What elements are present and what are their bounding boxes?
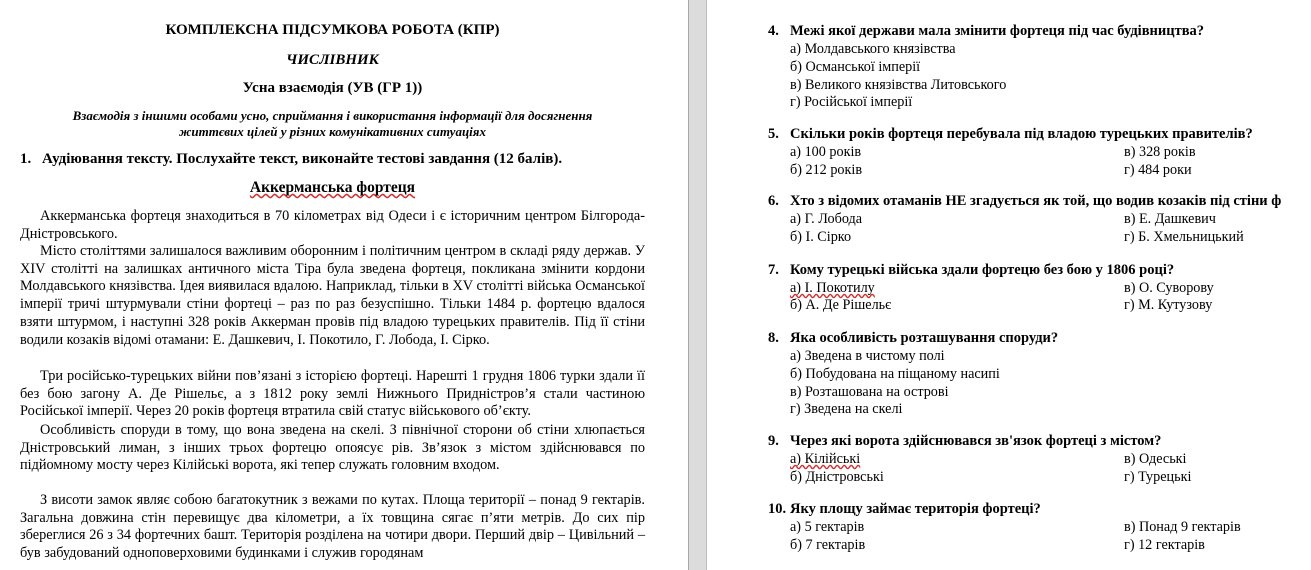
question-9-option-c: в) Одеські	[1124, 451, 1187, 467]
question-7-option-d: г) М. Кутузову	[1124, 297, 1213, 313]
question-7: 7. Кому турецькі війська здали фортецю без бою у 1806 році?	[768, 262, 1175, 278]
document-subtitle: ЧИСЛІВНИК	[286, 52, 379, 68]
question-8-option-b: б) Побудована на піщаному насипі	[790, 366, 1000, 382]
question-5-option-a: а) 100 років	[790, 144, 862, 160]
question-7-option-c: в) О. Суворову	[1124, 280, 1214, 296]
question-9-option-d: г) Турецькі	[1124, 469, 1192, 485]
question-4-option-a: а) Молдавського князівства	[790, 41, 956, 57]
question-9-option-a: а) Кілійські	[790, 451, 861, 467]
question-8-option-a: а) Зведена в чистому полі	[790, 348, 945, 364]
paragraph-1: Аккерманська фортеця знаходиться в 70 кілометрах від Одеси і є історичним центром Білгорода-Дністровського.	[20, 208, 645, 242]
question-9: 9. Через які ворота здійснювався зв'язок фортеці з містом?	[768, 433, 1162, 449]
section-heading: Усна взаємодія (УВ (ГР 1))	[242, 80, 423, 96]
question-9-option-b: б) Дністровські	[790, 469, 884, 485]
task-heading	[20, 151, 562, 168]
question-4-option-c: в) Великого князівства Литовського	[790, 77, 1007, 93]
paragraph-3: Три російсько-турецьких війни пов’язані з історією фортеці. Нарешті 1 грудня 1806 турки здали її без бою загону А. Де Рішельє, а з 1812 року землі Нижнього Придністров’я стали частиною Російської імперії. Через 20 років фортеця втратила свій статус військового об’єкту.	[20, 368, 645, 420]
question-6-option-a: а) Г. Лобода	[790, 211, 863, 227]
description-line-1: Взаємодія з іншими особами усно, сприймання і використання інформації для досягнення	[72, 108, 593, 123]
document-title: КОМПЛЕКСНА ПІДСУМКОВА РОБОТА (КПР)	[165, 22, 500, 38]
question-10-option-c: в) Понад 9 гектарів	[1124, 519, 1241, 535]
text-title: Аккерманська фортеця	[249, 179, 416, 196]
question-6: 6. Хто з відомих отаманів НЕ згадується як той, що водив козаків під стіни ф	[768, 193, 1282, 209]
question-10-option-a: а) 5 гектарів	[790, 519, 865, 535]
task-number: 1.	[20, 151, 32, 167]
question-5-option-b: б) 212 років	[790, 162, 863, 178]
question-8: 8. Яка особливість розташування споруди?	[768, 330, 1059, 346]
question-6-option-d: г) Б. Хмельницький	[1124, 229, 1244, 245]
page-gutter	[688, 0, 707, 570]
question-4-option-d: г) Російської імперії	[790, 94, 913, 110]
question-4: 4. Межі якої держави мала змінити фортеця під час будівництва?	[768, 23, 1205, 39]
question-7-option-a: а) І. Покотилу	[790, 280, 875, 296]
question-10-option-b: б) 7 гектарів	[790, 537, 866, 553]
question-6-option-b: б) І. Сірко	[790, 229, 852, 245]
document-page-right	[707, 0, 1311, 570]
question-10-option-d: г) 12 гектарів	[1124, 537, 1205, 553]
question-5: 5. Скільки років фортеця перебувала під владою турецьких правителів?	[768, 126, 1253, 142]
question-6-option-c: в) Е. Дашкевич	[1124, 211, 1216, 227]
question-5-option-d: г) 484 роки	[1124, 162, 1192, 178]
paragraph-2: Місто століттями залишалося важливим оборонним і політичним центром в складі ряду держав. У XIV столітті на залишках античного міста Тіра була зведена фортеця, покликана змінити кордони Молдавського князівства. Ідея виявилася вдалою. Наприклад, тільки в XV столітті війська Османської імперії тричі штурмували стіни фортеці – раз по раз безуспішно. Тільки 1484 р. фортецю вдалося взяти штурмом, і наступні 328 років Аккерман провів під владою турецьких правителів. Під її стіни водили козаків відомі отамани: Е. Дашкевич, І. Покотило, Г. Лобода, І. Сірко.	[20, 243, 645, 348]
question-4-option-b: б) Османської імперії	[790, 59, 921, 75]
question-10: 10. Яку площу займає територія фортеці?	[768, 501, 1041, 517]
paragraph-5: З висоти замок являє собою багатокутник з вежами по кутах. Площа території – понад 9 гектарів. Загальна довжина стін перевищує два кілометри, а їх товщина сягає п’яти метрів. До сих пір збереглися 26 з 34 фортечних башт. Територія розділена на чотири двори. Перший двір – Цивільний – був забудований одноповерховими будинками і служив городянам	[20, 492, 645, 562]
question-5-option-c: в) 328 років	[1124, 144, 1196, 160]
description-line-2: життєвих цілей у різних комунікативних ситуаціях	[179, 124, 486, 139]
paragraph-4: Особливість споруди в тому, що вона зведена на скелі. З північної сторони об стіни хлюпається Дністровський лиман, з інших трьох фортецю опоясує рів. Зв’язок з містом здійснювався по підйомному мосту через Кілійські ворота, які тепер служать головним входом.	[20, 422, 645, 474]
question-8-option-d: г) Зведена на скелі	[790, 401, 903, 417]
question-8-option-c: в) Розташована на острові	[790, 384, 949, 400]
question-7-option-b: б) А. Де Рішельє	[790, 297, 892, 313]
task-text: Аудіювання тексту. Послухайте текст, виконайте тестові завдання (12 балів).	[42, 151, 563, 167]
